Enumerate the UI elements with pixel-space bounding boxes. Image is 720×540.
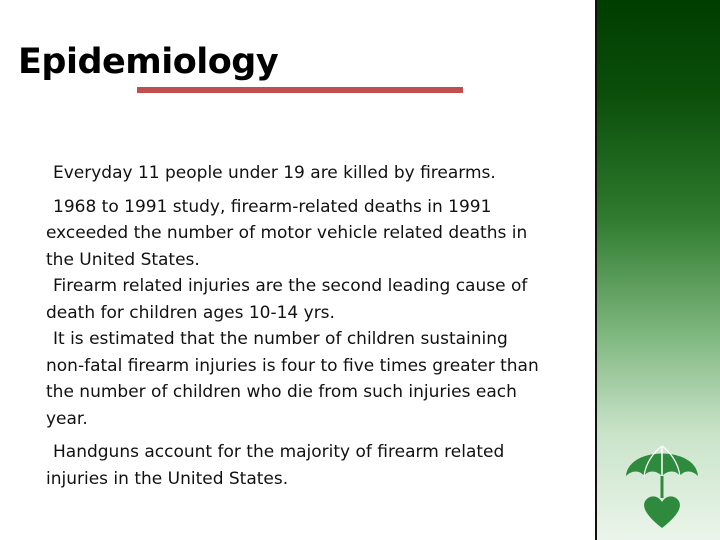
slide-title: Epidemiology [18, 42, 279, 82]
bullet-paragraph [46, 160, 546, 187]
umbrella-heart-icon [622, 432, 702, 532]
bullet-paragraph [46, 194, 546, 274]
bullet-paragraph [46, 273, 546, 326]
paragraph-text: 1968 to 1991 study, firearm-related deaths in 1991 exceeded the number of motor vehicle related deaths in the United States. [46, 196, 528, 270]
title-underline [137, 87, 463, 93]
paragraph-text: Everyday 11 people under 19 are killed by firearms. [53, 163, 496, 183]
slide-body [46, 160, 546, 492]
bullet-paragraph [46, 439, 546, 492]
paragraph-text: Handguns account for the majority of firearm related injuries in the United States. [46, 442, 505, 489]
paragraph-text: It is estimated that the number of children sustaining non-fatal firearm injuries is four to five times greater than the number of children who die from such injuries each year. [46, 329, 539, 429]
paragraph-text: Firearm related injuries are the second leading cause of death for children ages 10-14 yrs. [46, 276, 528, 323]
bullet-paragraph [46, 326, 546, 432]
